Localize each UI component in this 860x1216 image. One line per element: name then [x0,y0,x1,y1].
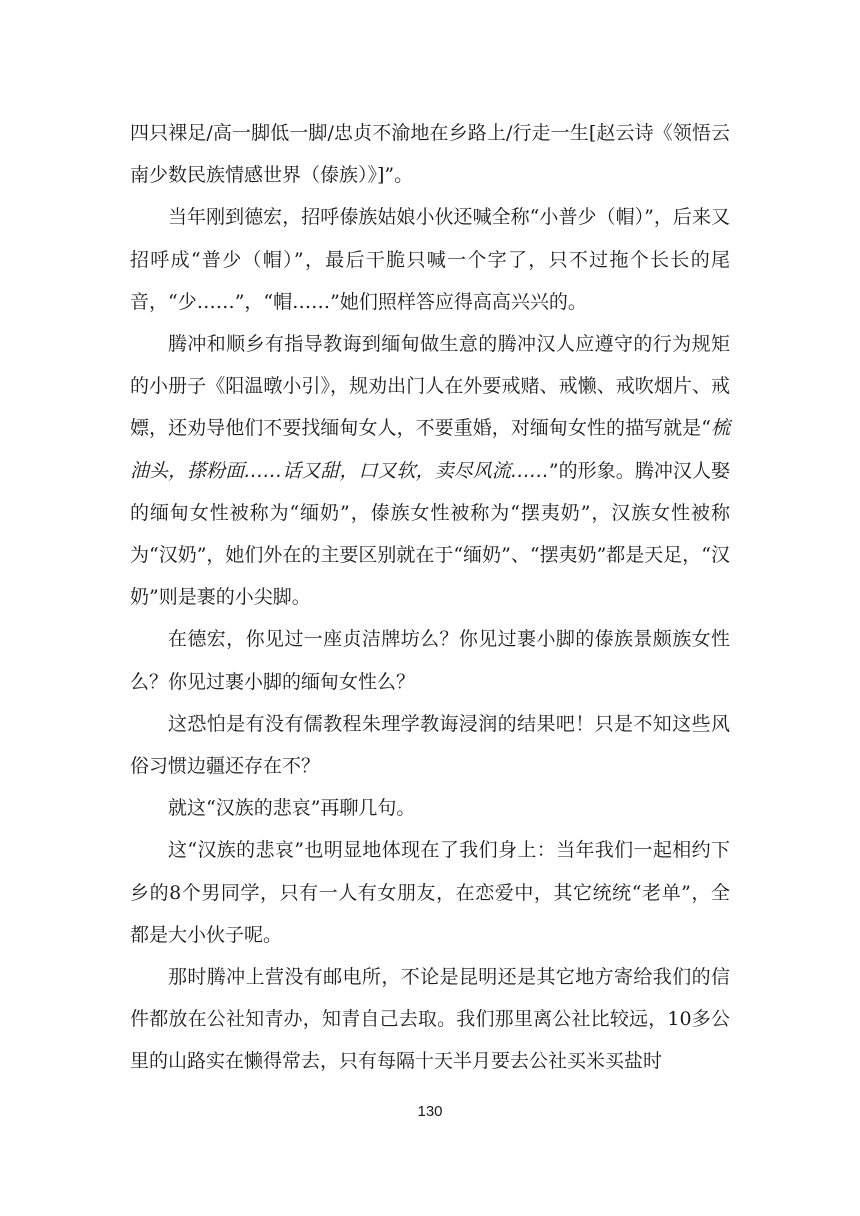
paragraph [130,323,730,618]
paragraph: 四只裸足/高一脚低一脚/忠贞不渝地在乡路上/行走一生[赵云诗《领悟云南少数民族情感世界（傣族）》]”。 [130,122,730,187]
page-number: 130 [417,1103,443,1120]
paragraph-segment: 腾冲和顺乡有指导教诲到缅甸做生意的腾冲汉人应遵守的行为规矩的小册子《阳温暾小引》，规劝出门人在外要戒赌、戒懒、戒吹烟片、戒嫖，还劝导他们不要找缅甸女人，不要重婚，对缅甸女性的描写就是“ [130,333,730,440]
paragraph: 在德宏，你见过一座贞洁牌坊么？你见过裹小脚的傣族景颇族女性么？你见过裹小脚的缅甸女性么？ [130,628,730,693]
quoted-description: 梳油头，搽粉面……话又甜，口又软，卖尽风流…… [130,417,730,482]
body-text [130,112,730,1083]
paragraph: 那时腾冲上营没有邮电所，不论是昆明还是其它地方寄给我们的信件都放在公社知青办，知青自己去取。我们那里离公社比较远，10多公里的山路实在懒得常去，只有每隔十天半月要去公社买米买盐时 [130,966,730,1073]
paragraph: 这恐怕是有没有儒教程朱理学教诲浸润的结果吧！只是不知这些风俗习惯边疆还存在不？ [130,712,730,778]
paragraph: 就这“汉族的悲哀”再聊几句。 [168,797,416,820]
paragraph: 这“汉族的悲哀”也明显地体现在了我们身上：当年我们一起相约下乡的8个男同学，只有一人有女朋友，在恋爱中，其它统统“老单”，全都是大小伙子呢。 [130,839,730,946]
paragraph: 当年刚到德宏，招呼傣族姑娘小伙还喊全称“小普少（帽）”，后来又招呼成“普少（帽）”，最后干脆只喊一个字了，只不过拖个长长的尾音，“少……”，“帽……”她们照样答应得高高兴兴的。 [130,206,730,313]
paragraph-segment: ”的形象。腾冲汉人娶的缅甸女性被称为“缅奶”，傣族女性被称为“摆夷奶”，汉族女性被称为“汉奶”，她们外在的主要区别就在于“缅奶”、“摆夷奶”都是天足，“汉奶”则是裹的小尖脚。 [130,459,730,609]
